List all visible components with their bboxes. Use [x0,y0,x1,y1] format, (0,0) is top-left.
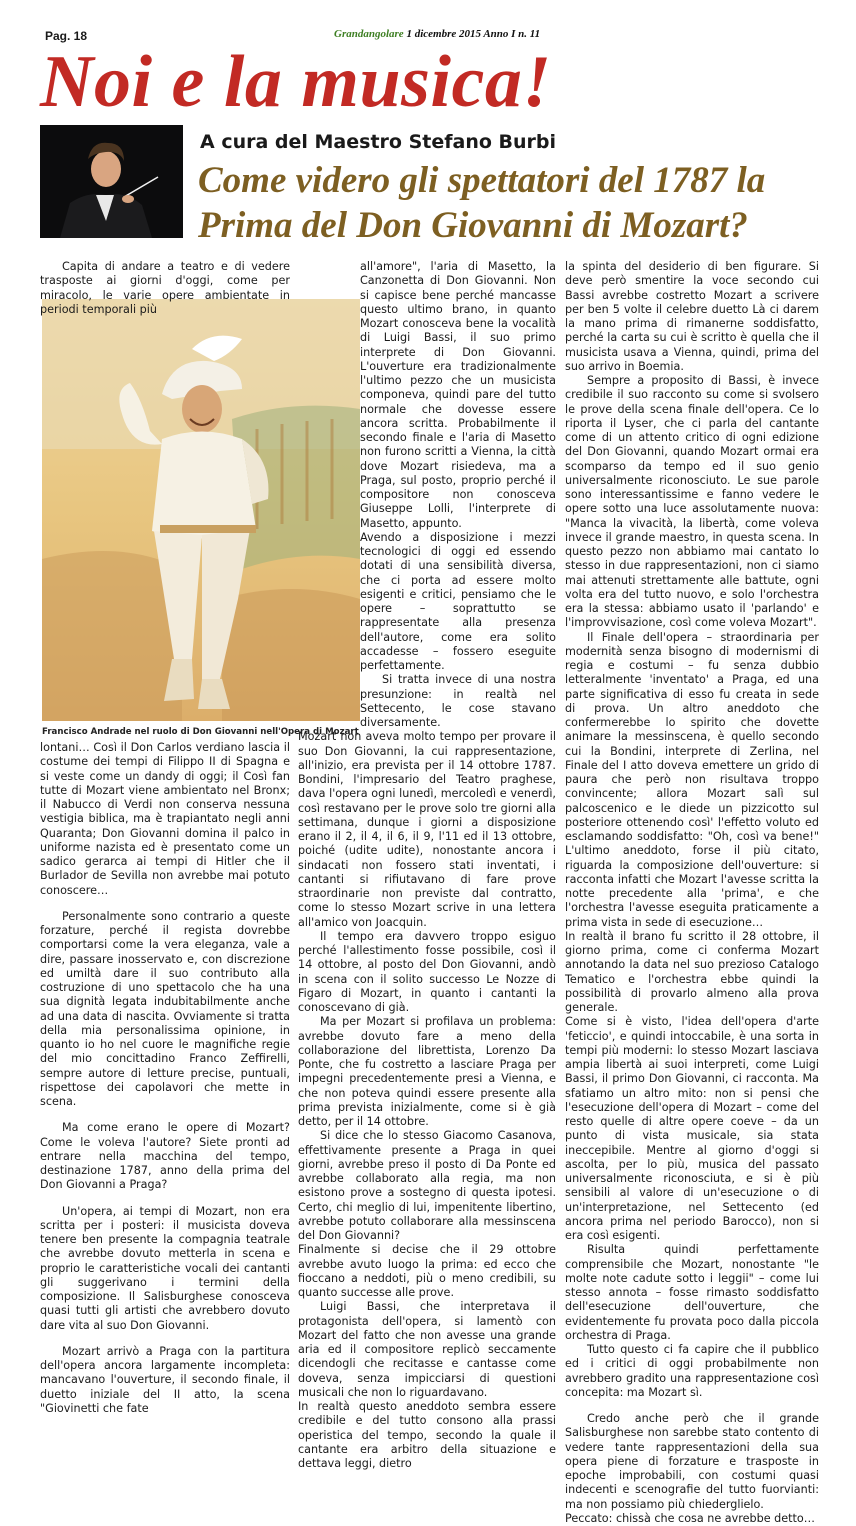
paragraph: Un'opera, ai tempi di Mozart, non era scritta per i posteri: il musicista doveva tenere ben presente la compagnia teatrale che avrebbe dovuto metterla in scena e proprio le caratteristiche vocali dei cantanti gli suggerivano i termini della composizione. Il Salisburghese conosceva quasi tutti gli artisti che avrebbero dovuto dare vita al suo Don Giovanni. [40,1204,290,1332]
paragraph: Si dice che lo stesso Giacomo Casanova, effettivamente presente a Praga in quei giorni, avrebbe preso il posto di Da Ponte ed avrebbe collaborato alla regia, ma non esistono prove a sostegno di questa ipotesi. Certo, chi meglio di lui, impenitente libertino, avrebbe potuto collaborare alla messinscena del Don Giovanni? [298,1129,556,1242]
publication-header [334,28,540,40]
painting-caption: Francisco Andrade nel ruolo di Don Giovanni nell'Opera di Mozart [42,727,359,737]
curator-line: A cura del Maestro Stefano Burbi [200,131,556,153]
paragraph: lontani… Così il Don Carlos verdiano lascia il costume dei tempi di Filippo II di Spagna e si veste come un dandy di oggi; il Così fan tutte di Mozart viene ambientato nel Bronx; il Nabucco di Verdi non conserva nessuna vestigia biblica, ma è trapiantato negli anni Quaranta; Don Giovanni domina il palco in uniforme nazista ed è presentato come un sadico gerarca ai tempi di Hitler che il Burlador de Sevilla non avrebbe mai potuto conoscere… [40,741,290,897]
article-column-2 [298,260,556,1471]
issue-date: 1 dicembre 2015 Anno I n. 11 [406,28,541,40]
paragraph: Ma come erano le opere di Mozart? Come le voleva l'autore? Siete pronti ad entrare nella macchina del tempo, destinazione 1787, anno della prima del Don Giovanni a Praga? [40,1121,290,1192]
paragraph: Finalmente si decise che il 29 ottobre avrebbe avuto luogo la prima: ed ecco che fioccano a neddoti, più o meno credibili, su quanto successe alle prove. [298,1243,556,1299]
image-wrap-spacer [298,260,360,730]
paragraph: Ma per Mozart si profilava un problema: avrebbe dovuto fare a meno della collaborazione del librettista, Lorenzo Da Ponte, che fu costretto a lasciare Praga per impegni precedentemente presi a Vienna, e che non poteva quindi essere presente alla prima prevista inizialmente, come si è già detto, per il 14 ottobre. [298,1015,556,1128]
paragraph: Il tempo era davvero troppo esiguo perché l'allestimento fosse possibile, così il 14 ottobre, al posto del Don Giovanni, andò in scena con il solito successo Le Nozze di Figaro di Mozart, in quanto i cantanti la conoscevano di già. [298,929,556,1014]
paragraph: Luigi Bassi, che interpretava il protagonista dell'opera, si lamentò con Mozart del fatto che non avesse una grande aria ed il compositore replicò seccamente dicendogli che recitasse e cantasse come doveva, senza impicciarsi di questioni musicali che non lo riguardavano. [298,1300,556,1399]
paragraph: Tutto questo ci fa capire che il pubblico ed i critici di oggi probabilmente non avrebbero gradito una rappresentazione così concepita: ma Mozart sì. [565,1343,819,1399]
paragraph: Come si è visto, l'idea dell'opera d'arte 'feticcio', e quindi intoccabile, è una sorta in tempi più moderni: lo stesso Mozart lasciava ampia libertà ai suoi interpreti, come Luigi Bassi, il primo Don Giovanni, ci racconta. Ma sfatiamo un altro mito: non si pensi che l'esecuzione dell'opera di Mozart – come del resto quelle di altre opere coeve – da un punto di vista musicale, sia stata ineccepibile. Mentre al giorno d'oggi si ascolta, per lo più, musica del passato universalmente riconosciuta, e si è più sensibili al valore di un'esecuzione o di un'interpretazione, nel Settecento (ed ancora prima nel periodo Barocco), non si era così esigenti. [565,1015,819,1242]
paragraph: Si tratta invece di una nostra presunzione: in realtà nel Settecento, le cose stavano diversamente. [360,673,556,729]
author-photo [40,125,183,238]
paragraph: Credo anche però che il grande Salisburghese non sarebbe stato contento di vedere tante rappresentazioni della sua opera piene di forzature e trasposte in epoche improbabili, con costumi quasi indecenti e scenografie del tutto fuorvianti: ma non possiamo più chiederglielo. [565,1412,819,1511]
paragraph: Sempre a proposito di Bassi, è invece credibile il suo racconto su come si svolsero le prove della scena finale dell'opera. Ce lo riporta il Lyser, che ci parla del cantante come di un attento critico di ogni edizione del Don Giovanni, quando Mozart ormai era scomparso da tempo ed il suo genio universalmente riconosciuto. Le sue parole sono interessantissime e fanno vedere le opere sotto una luce assolutamente nuova: "Manca la vivacità, la libertà, come voleva invece il grande maestro, in questa scena. In questo pezzo non abbiamo mai cantato lo stesso in due rappresentazioni, non ci siamo mai attenuti strettamente alle battute, ogni volta era del tutto nuovo, e solo l'orchestra era la stessa: abbiamo usato il 'parlando' e l'improvvisazione, così come voleva Mozart". [565,374,819,630]
section-title: Noi e la musica! [40,41,552,123]
article-headline: Come videro gli spettatori del 1787 la Prima del Don Giovanni di Mozart? [198,160,766,246]
paragraph: Risulta quindi perfettamente comprensibile che Mozart, nonostante "le molte note cadute sotto i leggii" – come lui stesso annota – fosse rimasto soddisfatto dell'esecuzione dell'ouverture, che evidentemente fu provata poco dalla piccola orchestra di Praga. [565,1243,819,1342]
article-column-3 [565,260,819,1526]
page-number: Pag. 18 [45,29,88,43]
publication-name: Grandangolare [334,28,404,40]
paragraph: Capita di andare a teatro e di vedere trasposte ai giorni d'oggi, come per miracolo, le varie opere ambientate in periodi temporali più [40,260,290,316]
paragraph: la spinta del desiderio di ben figurare. Si deve però smentire la voce secondo cui Bassi avrebbe costretto Mozart a scrivere per ben 5 volte il celebre duetto Là ci darem la mano prima di rimanerne soddisfatto, perché la carta su cui è scritto è quella che il musicista usava a Vienna, quindi, prima del suo arrivo in Boemia. [565,260,819,373]
article-column-1 [40,260,290,1416]
paragraph: In realtà questo aneddoto sembra essere credibile e del tutto consono alla prassi operistica del tempo, secondo la quale il cantante era arbitro della situazione e dettava leggi, dietro [298,1400,556,1470]
paragraph: Mozart arrivò a Praga con la partitura dell'opera ancora largamente incompleta: mancavano l'ouverture, il secondo finale, il duetto iniziale del II atto, la scena "Giovinetti che fate [40,1344,290,1415]
image-spacer [40,317,290,741]
paragraph: Personalmente sono contrario a queste forzature, perché il regista dovrebbe comportarsi come la vera eleganza, vale a dire, passare inosservato e, con discrezione ed umiltà dare il suo contributo alla costruzione di uno spettacolo che ha una sua dignità legata indubitabilmente anche ad una data di nascita. Ovviamente si tratta della mia personalissima opinione, in quanto io ho nel cuore le magnifiche regie del mio concittadino Franco Zeffirelli, sempre autore di letture precise, puntuali, rispettose dei capolavori che mette in scena. [40,909,290,1108]
paragraph: Il Finale dell'opera – straordinaria per modernità senza bisogno di modernismi di regia e costumi – fu senza dubbio letteralmente 'inventato' a Praga, ed una parte significativa di esso fu creata in sede di prova. Un altro aneddoto che confermerebbe lo spirito che dovette animare la messinscena, è quello secondo cui la Bondini, interprete di Zerlina, nel Finale del I atto doveva emettere un grido di paura che però non risultava troppo convincente; allora Mozart salì sul palcoscenico e le diede un pizzicotto sul posteriore ottenendo così' l'effetto voluto ed esclamando soddisfatto: "Oh, così va bene!" L'ultimo aneddoto, forse il più citato, riguarda la composizione dell'ouverture: si racconta infatti che Mozart l'avesse scritta la notte precedente alla 'prima', e che l'orchestra l'avesse eseguita praticamente a prima vista in sede di esecuzione… [565,630,819,929]
paragraph: all'amore", l'aria di Masetto, la Canzonetta di Don Giovanni. Non si capisce bene perché mancasse questo ultimo brano, in quanto Mozart conosceva bene la vocalità di Luigi Bassi, il suo primo interprete di Don Giovanni. L'ouverture era tradizionalmente l'ultimo pezzo che un musicista componeva, quindi pare del tutto normale che dovesse essere ancora scritta. Probabilmente il secondo finale e l'aria di Masetto non furono scritti a Vienna, la città dove Mozart risiedeva, ma a Praga, sul posto, proprio perché il compositore non conosceva Giuseppe Lolli, l'interprete di Masetto, appunto. [360,260,556,530]
paragraph: Mozart non aveva molto tempo per provare il suo Don Giovanni, la cui rappresentazione, all'inizio, era prevista per il 14 ottobre 1787. Bondini, l'impresario del Teatro praghese, dava l'opera ogni lunedì, mercoledì e venerdì, così restavano per le prove solo tre giorni alla settimana, dunque i giorni a disposizione erano il 2, il 4, il 6, il 9, l'11 ed il 13 ottobre, poiché (udite udite), nonostante ancora i sindacati non fossero stati inventati, i cantanti si rifiutavano di fare prove straordinarie non previste dal contratto, come lo stesso Mozart scrive in una lettera all'amico von Joacquin. [298,730,556,929]
paragraph: Avendo a disposizione i mezzi tecnologici di oggi ed essendo dotati di una sensibilità diversa, che ci porta ad essere molto esigenti e critici, pensiamo che le opere – soprattutto se rappresentate alla presenza dell'autore, come era solito accadesse – fossero eseguite perfettamente. [360,530,556,672]
paragraph: Peccato: chissà che cosa ne avrebbe detto… [565,1511,815,1525]
paragraph: In realtà il brano fu scritto il 28 ottobre, il giorno prima, come ci conferma Mozart annotando la data nel suo prezioso Catalogo Tematico e l'orchestra ebbe quindi la possibilità di provarlo almeno alla prova generale. [565,929,819,1014]
